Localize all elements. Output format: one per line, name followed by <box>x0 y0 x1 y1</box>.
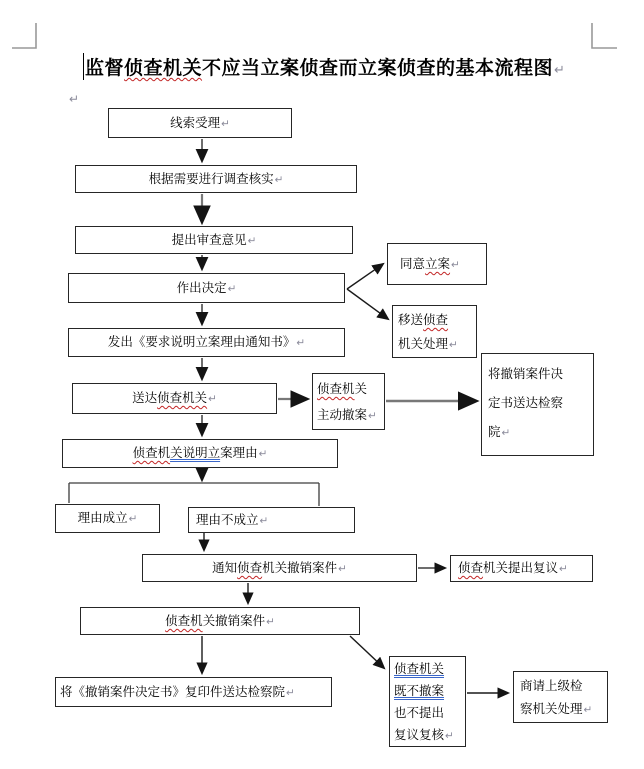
node-make-decision <box>68 273 345 303</box>
node-send-withdrawal-decision-to-procuratorate <box>481 353 594 456</box>
text-segment: 也不提出 <box>394 706 445 720</box>
paragraph-mark: ↵ <box>247 235 257 247</box>
node-organ-requests-reconsideration <box>450 555 593 582</box>
node-agree-filing <box>387 243 487 285</box>
text-cursor <box>83 53 84 80</box>
text-line <box>394 724 465 747</box>
text-line <box>69 329 344 357</box>
text-line <box>488 389 593 418</box>
text-line <box>85 53 565 80</box>
text-line <box>400 244 486 285</box>
paragraph-mark: ↵ <box>266 616 275 628</box>
grammarcheck-segment: 关说明立 <box>170 446 221 460</box>
text-line <box>520 675 607 698</box>
spellcheck-segment: 侦查机 <box>132 446 171 460</box>
text-line <box>394 658 465 680</box>
text-line <box>196 508 354 533</box>
paragraph-mark: ↵ <box>128 513 138 525</box>
page-corner-mark-left <box>12 23 36 48</box>
page-title <box>85 53 565 80</box>
text-line <box>317 402 384 429</box>
paragraph-mark: ↵ <box>554 62 566 77</box>
paragraph-mark: ↵ <box>583 704 593 716</box>
node-organ-explains-filing-reason <box>62 439 338 468</box>
node-reason-valid <box>55 504 160 533</box>
text-segment: 主动撤案 <box>317 408 368 422</box>
text-segment: 商请上级检 <box>520 679 583 693</box>
text-segment: 机关处理 <box>398 337 449 351</box>
text-line <box>394 702 465 724</box>
text-segment: 同意 <box>400 257 426 271</box>
node-transfer-to-investigation-organ <box>392 305 477 358</box>
spellcheck-segment: 侦查 <box>237 561 263 575</box>
paragraph-mark: ↵ <box>208 393 217 405</box>
node-review-opinion <box>75 226 353 254</box>
text-line <box>56 505 159 533</box>
paragraph-mark: ↵ <box>286 687 295 699</box>
text-line <box>143 555 416 582</box>
text-segment: 通知 <box>212 561 238 575</box>
text-segment: 关撤销案件 <box>202 614 266 628</box>
text-segment: 移送 <box>398 313 424 327</box>
text-line <box>60 678 331 707</box>
text-segment: 案理由 <box>220 446 258 460</box>
node-issue-notice <box>68 328 345 357</box>
paragraph-mark: ↵ <box>338 563 347 575</box>
paragraph-mark: ↵ <box>501 427 511 439</box>
spellcheck-segment: 立案 <box>425 257 451 271</box>
text-segment: 机关撤销案件 <box>262 561 338 575</box>
text-segment: 机关提出复议 <box>483 561 559 575</box>
text-segment: 理由成立 <box>77 511 128 525</box>
text-line <box>76 166 356 193</box>
text-segment: 作出决定 <box>176 281 227 295</box>
text-line <box>488 360 593 389</box>
spellcheck-segment: 侦查机 <box>165 614 203 628</box>
text-segment: 定书送达检察 <box>488 396 564 410</box>
node-investigate-verify <box>75 165 357 193</box>
text-line <box>76 227 352 254</box>
grammarcheck-segment: 侦查机关 <box>394 662 445 676</box>
node-consult-superior-procuratorate <box>513 671 608 723</box>
text-line <box>109 109 291 138</box>
text-line <box>81 608 359 635</box>
paragraph-mark: ↵ <box>368 410 377 422</box>
text-segment: 提出审查意见 <box>171 233 247 247</box>
text-line <box>458 556 592 582</box>
node-organ-voluntary-withdrawal <box>312 373 385 430</box>
spellcheck-segment: 侦查机关 <box>124 58 203 79</box>
text-segment: 监督 <box>85 58 125 79</box>
text-line <box>520 698 607 722</box>
text-line <box>69 274 344 303</box>
text-segment: 根据需要进行调查核实 <box>148 172 274 186</box>
text-segment: 理由不成立 <box>196 513 259 527</box>
paragraph-mark: ↵ <box>451 259 460 271</box>
text-line <box>63 440 337 468</box>
text-line <box>394 680 465 702</box>
text-line <box>73 384 276 414</box>
text-segment: 关 <box>354 382 368 396</box>
node-notify-organ-withdraw-case <box>142 554 417 582</box>
paragraph-mark: ↵ <box>559 563 568 575</box>
spellcheck-segment: 侦查机 <box>317 382 355 396</box>
text-segment: 送达 <box>132 391 158 405</box>
paragraph-mark: ↵ <box>258 448 268 460</box>
text-line <box>317 376 384 402</box>
spellcheck-segment: 侦查机关 <box>157 391 208 405</box>
text-line <box>398 308 476 332</box>
text-line <box>488 418 593 448</box>
text-segment: 将《撤销案件决定书》复印件送达检察院 <box>60 685 286 699</box>
paragraph-mark: ↵ <box>221 118 230 130</box>
node-clue-acceptance <box>108 108 292 138</box>
page-corner-mark-right <box>592 23 617 48</box>
node-neither-withdraw-nor-appeal <box>389 656 466 747</box>
paragraph-mark: ↵ <box>227 283 237 295</box>
text-segment: 不应当立案侦查而立案侦查的基本流程图 <box>202 58 554 79</box>
node-serve-investigation-organ <box>72 383 277 414</box>
paragraph-mark: ↵ <box>445 730 454 742</box>
node-organ-withdraws-case <box>80 607 360 635</box>
text-segment: 院 <box>488 425 501 439</box>
paragraph-mark: ↵ <box>274 174 284 186</box>
paragraph-mark: ↵ <box>449 339 458 351</box>
paragraph-mark: ↵ <box>296 337 306 349</box>
text-segment: 复议复核 <box>394 728 445 742</box>
spellcheck-segment: 侦查 <box>458 561 484 575</box>
text-line <box>398 332 476 357</box>
paragraph-mark: ↵ <box>69 92 80 106</box>
node-send-decision-copy-to-procuratorate <box>55 677 332 707</box>
spellcheck-segment: 侦查 <box>423 313 449 327</box>
paragraph-mark: ↵ <box>259 515 269 527</box>
text-segment: 察机关处理 <box>520 702 583 716</box>
node-reason-invalid <box>188 507 355 533</box>
grammarcheck-segment: 既不撤案 <box>394 684 445 698</box>
text-segment: 发出《要求说明立案理由通知书》 <box>107 335 296 349</box>
text-segment: 线索受理 <box>170 116 221 130</box>
text-segment: 将撤销案件决 <box>488 367 564 381</box>
